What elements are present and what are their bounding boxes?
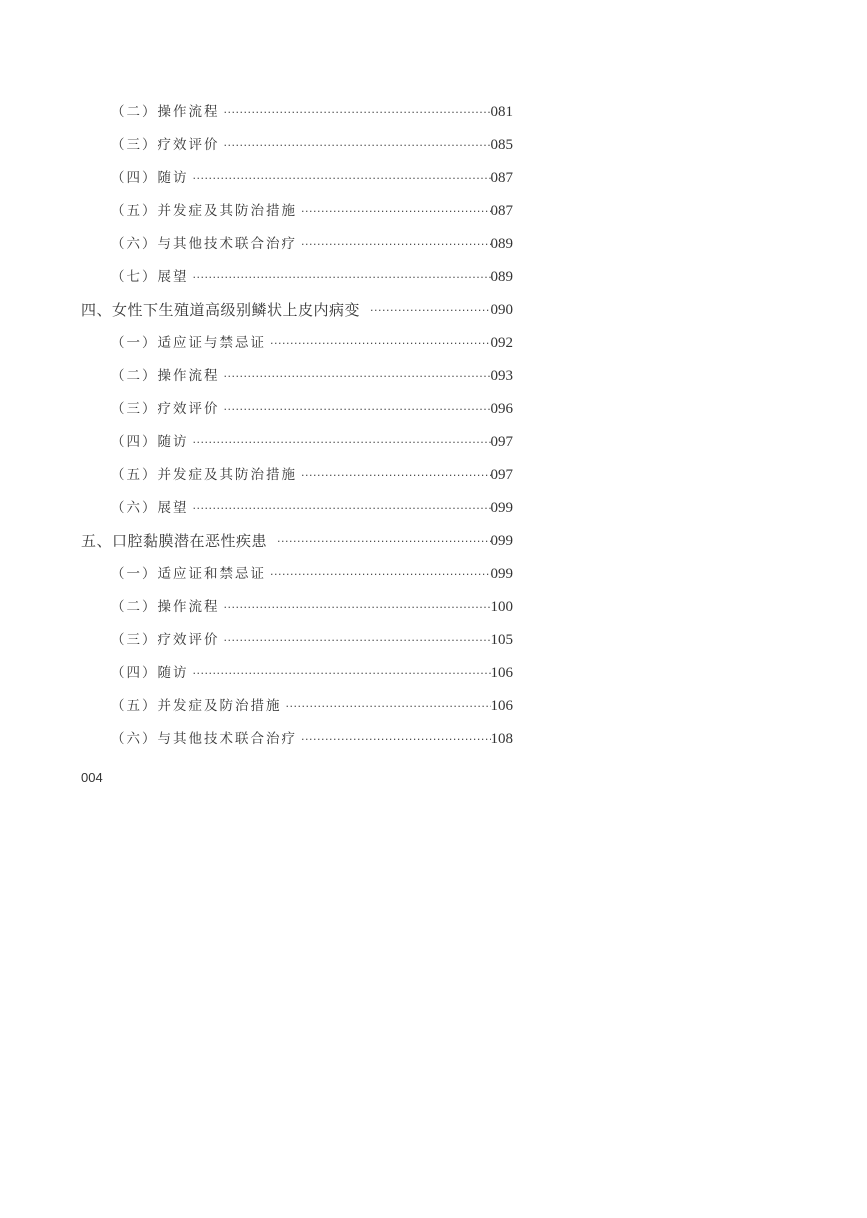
toc-entry-label: （七）展望 xyxy=(111,269,189,285)
dot-leader xyxy=(193,657,491,690)
toc-section-page: 099 xyxy=(490,533,513,549)
toc-entry-page: 087 xyxy=(490,170,513,186)
dot-leader xyxy=(370,294,490,327)
dot-leader xyxy=(301,195,491,228)
toc-section-page: 090 xyxy=(490,302,513,318)
dot-leader xyxy=(277,525,490,558)
toc-entry-page: 099 xyxy=(490,566,513,582)
toc-entry[interactable] xyxy=(81,426,513,459)
dot-leader xyxy=(301,459,491,492)
toc-entry[interactable] xyxy=(81,327,513,360)
toc-entry[interactable] xyxy=(81,492,513,525)
toc-entry-page: 097 xyxy=(490,467,513,483)
toc-entry-page: 085 xyxy=(490,137,513,153)
toc-entry-label: （一）适应证与禁忌证 xyxy=(111,335,266,351)
toc-entry[interactable] xyxy=(81,195,513,228)
toc-entry-label: （五）并发症及防治措施 xyxy=(111,698,282,714)
toc-entry[interactable] xyxy=(81,96,513,129)
toc-entry-label: （四）随访 xyxy=(111,170,189,186)
toc-entry-page: 092 xyxy=(490,335,513,351)
toc-entry[interactable] xyxy=(81,129,513,162)
toc-entry-label: （六）展望 xyxy=(111,500,189,516)
dot-leader xyxy=(301,723,491,756)
toc-entry-label: （五）并发症及其防治措施 xyxy=(111,467,297,483)
dot-leader xyxy=(224,129,491,162)
dot-leader xyxy=(270,327,491,360)
toc-entry[interactable] xyxy=(81,723,513,756)
toc-entry-label: （五）并发症及其防治措施 xyxy=(111,203,297,219)
toc-entry-page: 106 xyxy=(490,698,513,714)
toc-entry-page: 089 xyxy=(490,236,513,252)
toc-entry[interactable] xyxy=(81,360,513,393)
toc-entry-page: 108 xyxy=(490,731,513,747)
toc-entry-page: 100 xyxy=(490,599,513,615)
toc-entry-page: 096 xyxy=(490,401,513,417)
toc-entry-label: （二）操作流程 xyxy=(111,599,220,615)
page-number: 004 xyxy=(81,770,103,785)
toc-entry[interactable] xyxy=(81,228,513,261)
toc-section-label: 四、女性下生殖道高级别鳞状上皮内病变 xyxy=(81,301,361,319)
toc-entry-label: （三）疗效评价 xyxy=(111,137,220,153)
toc-entry[interactable] xyxy=(81,459,513,492)
toc-entry[interactable] xyxy=(81,393,513,426)
dot-leader xyxy=(270,558,491,591)
toc-entry-label: （二）操作流程 xyxy=(111,368,220,384)
dot-leader xyxy=(224,393,491,426)
toc-entry-page: 081 xyxy=(490,104,513,120)
table-of-contents xyxy=(81,96,513,756)
toc-entry-label: （一）适应证和禁忌证 xyxy=(111,566,266,582)
toc-entry[interactable] xyxy=(81,162,513,195)
toc-entry-page: 097 xyxy=(490,434,513,450)
dot-leader xyxy=(193,261,491,294)
toc-entry-page: 087 xyxy=(490,203,513,219)
toc-section[interactable] xyxy=(81,525,513,558)
dot-leader xyxy=(193,492,491,525)
toc-entry-label: （二）操作流程 xyxy=(111,104,220,120)
toc-entry[interactable] xyxy=(81,690,513,723)
dot-leader xyxy=(286,690,491,723)
dot-leader xyxy=(224,96,491,129)
toc-section[interactable] xyxy=(81,294,513,327)
toc-entry-label: （四）随访 xyxy=(111,665,189,681)
dot-leader xyxy=(301,228,491,261)
toc-entry-page: 089 xyxy=(490,269,513,285)
toc-entry-page: 105 xyxy=(490,632,513,648)
dot-leader xyxy=(224,591,491,624)
dot-leader xyxy=(193,426,491,459)
dot-leader xyxy=(224,360,491,393)
toc-entry-label: （三）疗效评价 xyxy=(111,401,220,417)
toc-entry-label: （六）与其他技术联合治疗 xyxy=(111,731,297,747)
toc-entry[interactable] xyxy=(81,558,513,591)
toc-entry[interactable] xyxy=(81,624,513,657)
toc-entry[interactable] xyxy=(81,591,513,624)
toc-entry-page: 099 xyxy=(490,500,513,516)
toc-entry[interactable] xyxy=(81,261,513,294)
toc-entry-page: 106 xyxy=(490,665,513,681)
toc-entry[interactable] xyxy=(81,657,513,690)
dot-leader xyxy=(224,624,491,657)
toc-section-label: 五、口腔黏膜潜在恶性疾患 xyxy=(81,532,268,550)
toc-entry-label: （六）与其他技术联合治疗 xyxy=(111,236,297,252)
dot-leader xyxy=(193,162,491,195)
toc-entry-label: （三）疗效评价 xyxy=(111,632,220,648)
toc-entry-label: （四）随访 xyxy=(111,434,189,450)
toc-entry-page: 093 xyxy=(490,368,513,384)
